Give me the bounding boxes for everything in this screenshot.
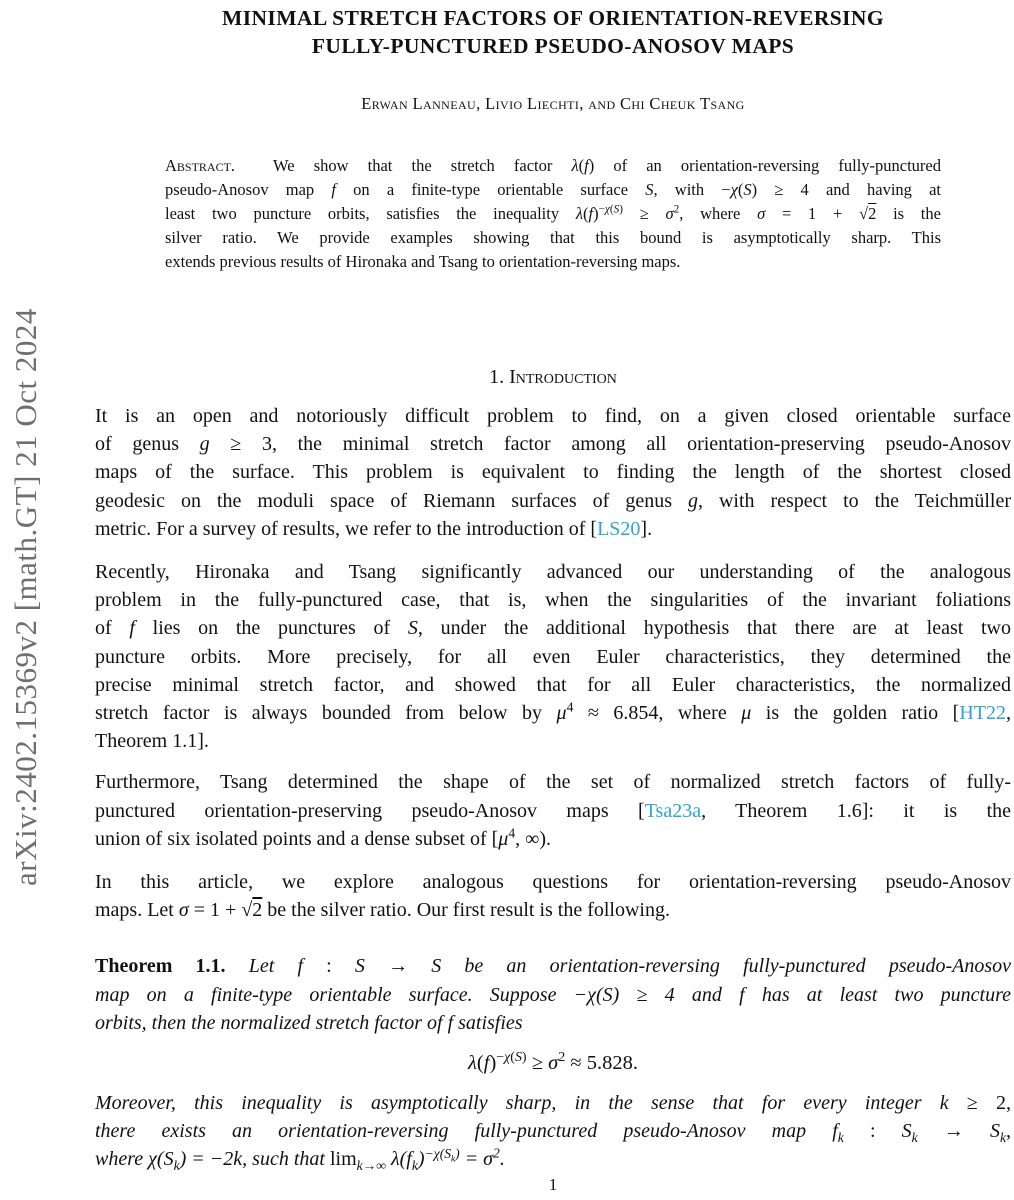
theorem-label: Theorem 1.1. — [95, 955, 226, 978]
text-line: Abstract. We show that the stretch factor λ(f) of an orientation-reversing fully-punctured — [165, 156, 941, 175]
intro-paragraph-1 — [95, 402, 1011, 543]
intro-paragraph-4 — [95, 868, 1011, 924]
abstract — [165, 154, 941, 274]
text-line: Furthermore, Tsang determined the shape of the set of normalized stretch factors of fully- — [95, 771, 1011, 794]
text-line: It is an open and notoriously difficult problem to find, on a given closed orientable surface — [95, 405, 1011, 427]
text-line: punctured orientation-preserving pseudo-Anosov maps [Tsa23a, Theorem 1.6]: it is the — [95, 799, 1012, 822]
text-line: extends previous results of Hironaka and Tsang to orientation-reversing maps. — [165, 252, 681, 271]
text-line: Theorem 1.1. Let f : S → S be an orientation-reversing fully-punctured pseudo-Anosov — [95, 955, 1012, 978]
display-equation: $\lambda(f)^{-\chi(S)} \ge \sigma^2 \approx 5.828$. — [468, 1050, 638, 1075]
text-line: problem in the fully-punctured case, that is, when the singularities of the invariant foliations — [95, 589, 1011, 612]
paper-title — [95, 4, 1011, 60]
text-line: least two puncture orbits, satisfies the inequality $\lambda(f)^{-\chi(S)} \ge \sigma^2$, where σ = 1 + √2 is the — [165, 203, 941, 223]
text-line: Recently, Hironaka and Tsang significantly advanced our understanding of the analogous — [95, 561, 1011, 584]
citation-link-tsa23a[interactable]: Tsa23a — [644, 799, 702, 822]
text-line: maps of the surface. This problem is equivalent to finding the length of the shortest closed — [95, 461, 1011, 484]
text-line: of f lies on the punctures of S, under the additional hypothesis that there are at least two — [95, 617, 1012, 640]
text-line: pseudo-Anosov map f on a finite-type orientable surface S, with −χ(S) ≥ 4 and having at — [165, 180, 941, 199]
theorem-1-1 — [95, 952, 1011, 1037]
arxiv-watermark: arXiv:2402.15369v2 [math.GT] 21 Oct 2024 — [8, 308, 43, 886]
text-line: maps. Let σ = 1 + √2 be the silver ratio. Our first result is the following. — [95, 899, 670, 922]
abstract-label: Abstract. — [165, 156, 236, 175]
page-content — [95, 0, 1011, 1195]
page-number: 1 — [548, 1174, 558, 1194]
text-line: Moreover, this inequality is asymptotically sharp, in the sense that for every integer k ≥ 2, — [95, 1092, 1012, 1115]
intro-paragraph-3 — [95, 768, 1011, 853]
citation-link-ht22[interactable]: HT22 — [959, 702, 1007, 725]
text-line: metric. For a survey of results, we refer to the introduction of [LS20]. — [95, 517, 653, 540]
text-line: puncture orbits. More precisely, for all even Euler characteristics, they determined the — [95, 645, 1011, 668]
text-line: Theorem 1.1]. — [95, 730, 209, 753]
text-line: map on a finite-type orientable surface. Suppose −χ(S) ≥ 4 and f has at least two puncture — [95, 983, 1011, 1006]
text-line: silver ratio. We provide examples showing that this bound is asymptotically sharp. This — [165, 228, 941, 247]
text-line: of genus g ≥ 3, the minimal stretch factor among all orientation-preserving pseudo-Anosov — [95, 433, 1011, 456]
text-line: where $\chi(S_k) = -2k$, such that $\lim_{k\to\infty} \lambda(f_k)^{-\chi(S_k)} = \sigma^2$. — [95, 1145, 505, 1174]
text-line: union of six isolated points and a dense subset of [$\mu^4$, ∞). — [95, 825, 552, 850]
text-line: In this article, we explore analogous questions for orientation-reversing pseudo-Anosov — [95, 871, 1011, 894]
section-heading-introduction: 1. Introduction — [489, 366, 617, 388]
intro-paragraph-2 — [95, 558, 1011, 755]
theorem-moreover-paragraph — [95, 1089, 1011, 1174]
text-line: stretch factor is always bounded from below by $\mu^4 \approx 6.854$, where μ is the golden ratio [HT22, — [95, 699, 1012, 725]
paper-title-line1: MINIMAL STRETCH FACTORS OF ORIENTATION-REVERSING — [222, 6, 884, 30]
text-line: orbits, then the normalized stretch factor of f satisfies — [95, 1011, 523, 1034]
citation-link-ls20[interactable]: LS20 — [597, 517, 641, 540]
paper-title-line2: FULLY-PUNCTURED PSEUDO-ANOSOV MAPS — [311, 34, 795, 58]
authors-line: Erwan Lanneau, Livio Liechti, and Chi Cheuk Tsang — [361, 94, 745, 113]
text-line: geodesic on the moduli space of Riemann surfaces of genus g, with respect to the Teichmüller — [95, 489, 1012, 512]
text-line: precise minimal stretch factor, and showed that for all Euler characteristics, the normalized — [95, 673, 1011, 696]
text-line: there exists an orientation-reversing fully-punctured pseudo-Anosov map $f_k$ : $S_k \to S_k$, — [95, 1120, 1011, 1146]
